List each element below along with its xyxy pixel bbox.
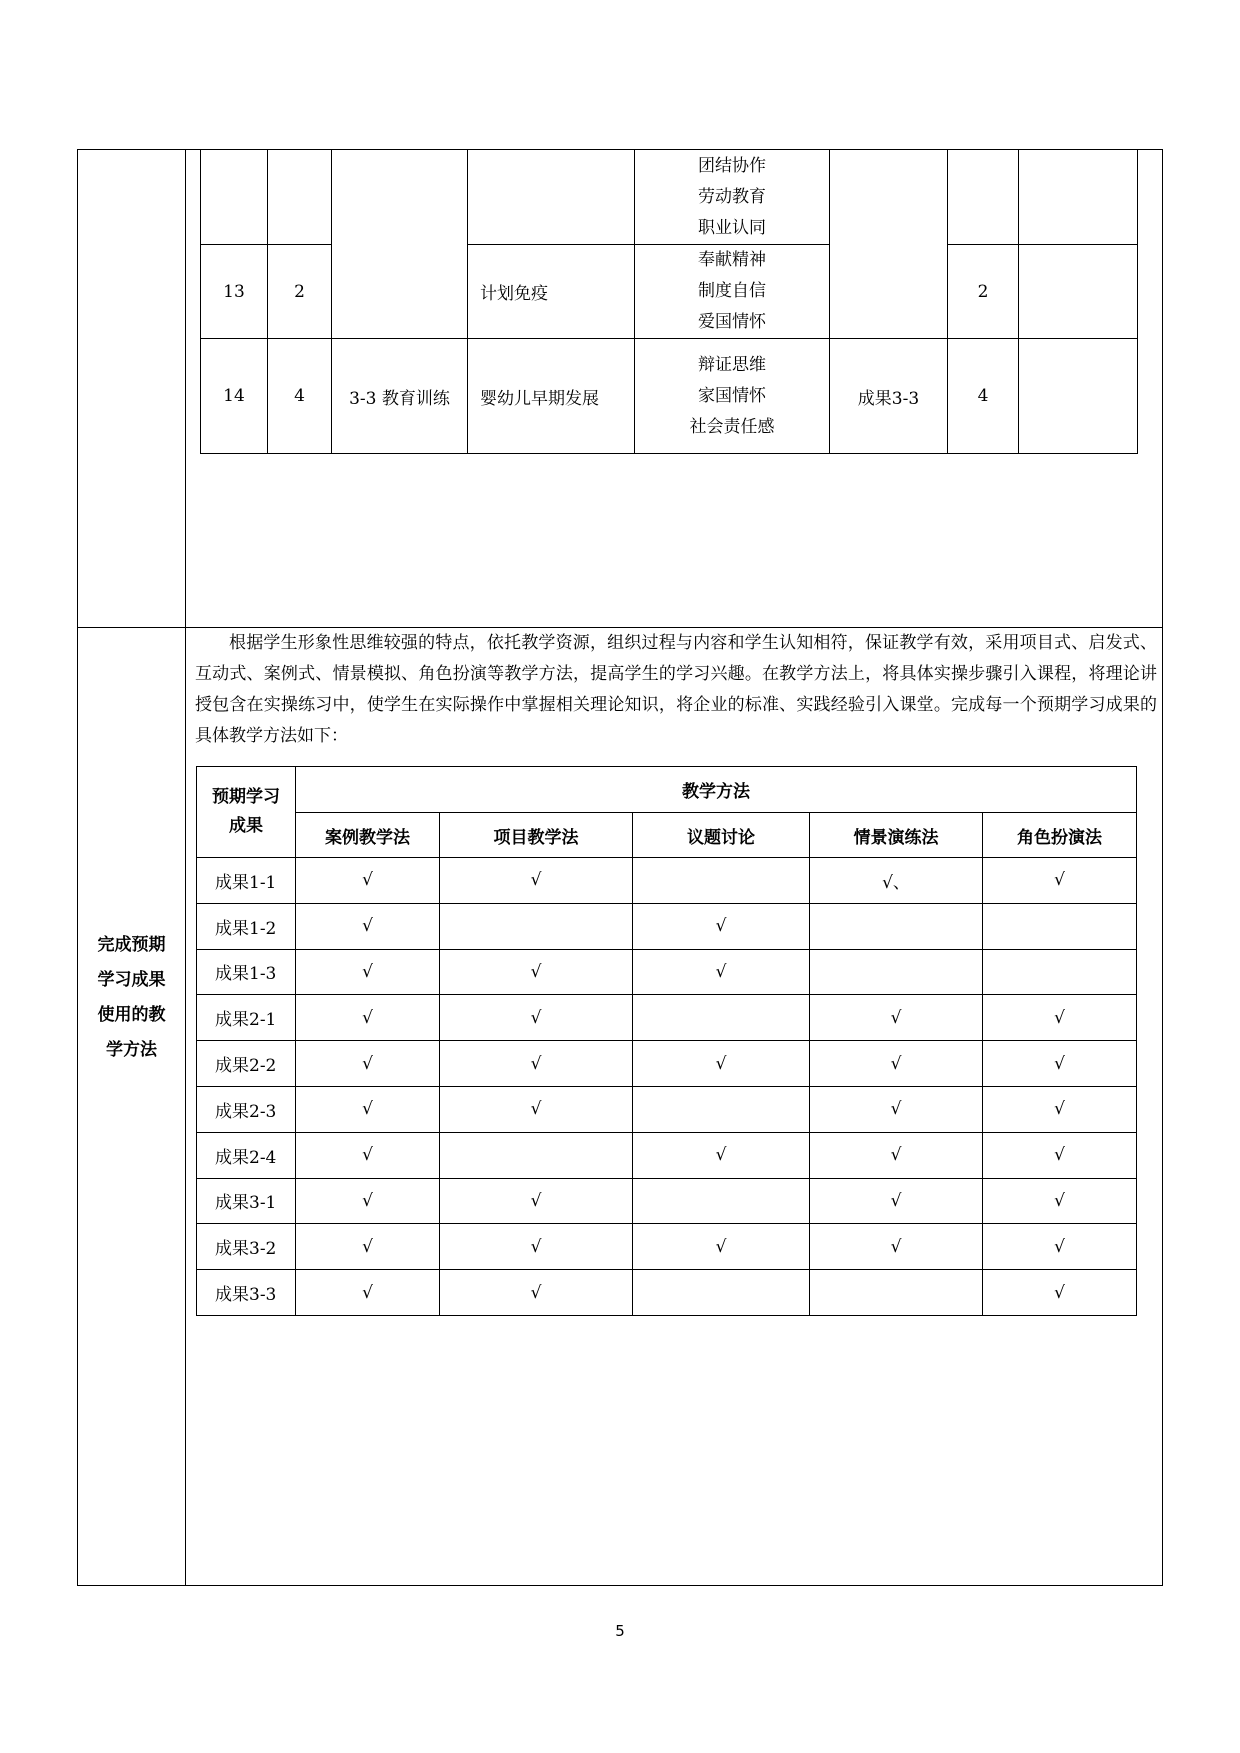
row-number: 14: [201, 339, 268, 454]
outer-frame-right: [1162, 149, 1163, 1586]
column-header: 议题讨论: [633, 813, 810, 858]
method-mark-cell: √: [633, 903, 810, 949]
method-mark-cell: √: [440, 1270, 633, 1316]
row-ideology: 奉献精神 制度自信 爱国情怀: [635, 245, 830, 339]
method-mark-cell: [810, 949, 983, 995]
method-mark-cell: √: [440, 949, 633, 995]
table-row: [197, 1224, 1137, 1270]
table-row: [197, 1132, 1137, 1178]
method-mark-cell: √: [440, 995, 633, 1041]
method-mark-cell: √: [983, 1270, 1137, 1316]
row-module: [332, 150, 468, 339]
method-mark-cell: √: [440, 858, 633, 904]
row-ideology: 辩证思维 家国情怀 社会责任感: [635, 339, 830, 454]
method-mark-cell: √: [633, 1132, 810, 1178]
method-mark-cell: [810, 1270, 983, 1316]
method-mark-cell: [440, 903, 633, 949]
row-label: 成果2-2: [197, 1041, 296, 1087]
method-mark-cell: √: [296, 1086, 440, 1132]
corner-header: 预期学习 成果: [197, 767, 296, 858]
row-label: 成果3-2: [197, 1224, 296, 1270]
table-row: [197, 1178, 1137, 1224]
method-mark-cell: √: [983, 1178, 1137, 1224]
row-label: 成果1-1: [197, 858, 296, 904]
row-assess: 4: [948, 339, 1019, 454]
method-mark-cell: [440, 1132, 633, 1178]
column-header: 项目教学法: [440, 813, 633, 858]
column-header: 情景演练法: [810, 813, 983, 858]
table-row: [201, 150, 1138, 245]
method-mark-cell: √: [983, 1086, 1137, 1132]
row-hours: [268, 150, 332, 245]
methods-table: [196, 766, 1137, 1316]
method-mark-cell: √: [810, 1132, 983, 1178]
method-mark-cell: √: [296, 1270, 440, 1316]
row-label: 成果3-1: [197, 1178, 296, 1224]
method-mark-cell: √: [810, 995, 983, 1041]
methods-paragraph: 根据学生形象性思维较强的特点，依托教学资源，组织过程与内容和学生认知相符，保证教学有效，采用项目式、启发式、互动式、案例式、情景模拟、角色扮演等教学方法，提高学生的学习兴趣。在教学方法上，将具体实操步骤引入课程，将理论讲授包含在实操练习中，使学生在实际操作中掌握相关理论知识，将企业的标准、实践经验引入课堂。完成每一个预期学习成果的具体教学方法如下：: [195, 633, 1157, 746]
method-mark-cell: √: [440, 1178, 633, 1224]
method-mark-cell: √: [296, 995, 440, 1041]
table-row: [197, 1270, 1137, 1316]
method-mark-cell: [633, 1086, 810, 1132]
method-mark-cell: √: [810, 1178, 983, 1224]
method-mark-cell: √: [296, 1178, 440, 1224]
method-mark-cell: √: [296, 1041, 440, 1087]
method-mark-cell: √: [810, 1224, 983, 1270]
outer-frame-divider: [185, 149, 186, 1586]
row-label: 成果2-1: [197, 995, 296, 1041]
row-assess: [948, 150, 1019, 245]
method-mark-cell: √: [440, 1224, 633, 1270]
method-mark-cell: √: [296, 949, 440, 995]
method-mark-cell: √: [983, 1132, 1137, 1178]
methods-table-body: [197, 858, 1137, 1316]
method-mark-cell: [633, 858, 810, 904]
row-module: 3-3 教育训练: [332, 339, 468, 454]
row-note: [1019, 150, 1138, 245]
method-mark-cell: √、: [810, 858, 983, 904]
schedule-table: [200, 149, 1138, 454]
table-row: [197, 1086, 1137, 1132]
method-mark-cell: [633, 1270, 810, 1316]
row-ideology: 团结协作 劳动教育 职业认同: [635, 150, 830, 245]
method-mark-cell: √: [296, 1132, 440, 1178]
method-mark-cell: √: [440, 1041, 633, 1087]
method-mark-cell: √: [983, 1041, 1137, 1087]
table-row: [197, 858, 1137, 904]
section-label: 完成预期 学习成果 使用的教 学方法: [97, 935, 166, 1060]
row-hours: 4: [268, 339, 332, 454]
method-mark-cell: √: [810, 1086, 983, 1132]
row-topic: 计划免疫: [468, 245, 635, 339]
table-row: [197, 903, 1137, 949]
row-label: 成果1-3: [197, 949, 296, 995]
method-mark-cell: [810, 903, 983, 949]
method-mark-cell: √: [633, 1041, 810, 1087]
method-mark-cell: √: [296, 1224, 440, 1270]
row-topic: [468, 150, 635, 245]
row-topic: 婴幼儿早期发展: [468, 339, 635, 454]
column-header: 角色扮演法: [983, 813, 1137, 858]
table-header-row: [197, 813, 1137, 858]
table-row: [197, 949, 1137, 995]
outer-frame-bottom: [77, 1585, 1163, 1586]
row-note: [1019, 339, 1138, 454]
row-number: [201, 150, 268, 245]
method-mark-cell: √: [983, 995, 1137, 1041]
method-mark-cell: √: [296, 903, 440, 949]
row-note: [1019, 245, 1138, 339]
column-header: 案例教学法: [296, 813, 440, 858]
method-mark-cell: [633, 1178, 810, 1224]
table-header-row: [197, 767, 1137, 813]
table-row: [197, 995, 1137, 1041]
outer-frame-left: [77, 149, 78, 1586]
row-label: 成果2-3: [197, 1086, 296, 1132]
method-mark-cell: √: [633, 949, 810, 995]
method-mark-cell: √: [633, 1224, 810, 1270]
method-mark-cell: √: [296, 858, 440, 904]
method-mark-cell: [983, 903, 1137, 949]
table-row: [197, 1041, 1137, 1087]
method-mark-cell: √: [810, 1041, 983, 1087]
row-label: 成果3-3: [197, 1270, 296, 1316]
page-number: 5: [615, 1622, 625, 1640]
row-outcome: [830, 150, 948, 339]
row-hours: 2: [268, 245, 332, 339]
row-assess: 2: [948, 245, 1019, 339]
row-number: 13: [201, 245, 268, 339]
row-outcome: 成果3-3: [830, 339, 948, 454]
row-label: 成果2-4: [197, 1132, 296, 1178]
method-mark-cell: √: [983, 858, 1137, 904]
row-label: 成果1-2: [197, 903, 296, 949]
method-mark-cell: √: [440, 1086, 633, 1132]
group-header: 教学方法: [296, 767, 1137, 813]
method-mark-cell: √: [983, 1224, 1137, 1270]
method-mark-cell: [983, 949, 1137, 995]
table-row: [201, 339, 1138, 454]
method-mark-cell: [633, 995, 810, 1041]
